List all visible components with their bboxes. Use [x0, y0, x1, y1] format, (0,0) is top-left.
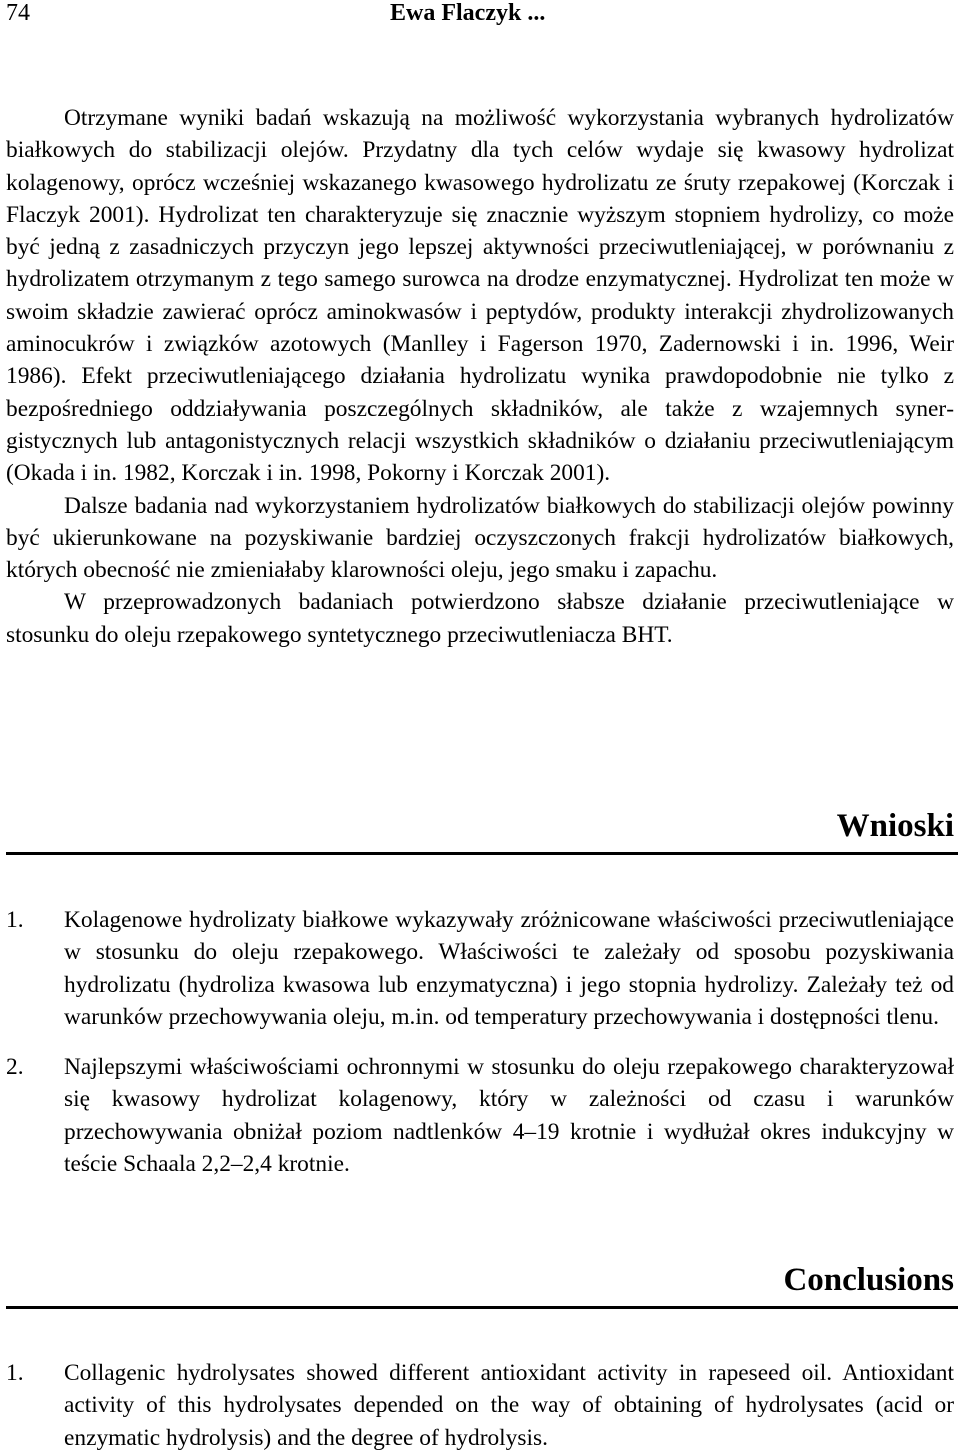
section-divider [6, 1306, 958, 1309]
section-heading-conclusions: Conclusions [783, 1262, 954, 1298]
list-item [6, 1357, 954, 1454]
list-item-text: Najlepszymi właściwościami ochronnymi w stosunku do oleju rzepakowego charakteryzował się kwasowy hydrolizat kolagenowy, który w zależności od czasu i warunków przechowywania obniżał poziom nadtlenków 4–19 krotnie i wydłużał okres indukcyjny w teście Schaala 2,2–2,4 krotnie. [64, 1054, 954, 1178]
list-item-number: 2. [6, 1054, 24, 1081]
running-header [0, 0, 960, 30]
list-item-number: 1. [6, 907, 24, 933]
list-item [6, 904, 954, 1033]
section-divider [6, 852, 958, 855]
discussion-section [6, 102, 954, 651]
paragraph: Dalsze badania nad wykorzystaniem hydrolizatów białkowych do stabilizacji olejów powinny być ukierunkowane na pozyskiwanie bardziej oczyszczonych frakcji hydrolizatów białkowych, których obecność nie zmieniałaby klarowności oleju, jego smaku i zapachu. [6, 492, 954, 584]
list-item [6, 1051, 954, 1180]
page-number: 74 [6, 0, 30, 26]
section-heading-wnioski: Wnioski [836, 808, 954, 844]
running-title: Ewa Flaczyk ... [390, 0, 546, 26]
paragraph: Otrzymane wyniki badań wskazują na możliwość wykorzystania wybranych hydrolizatów białkowych do stabilizacji olejów. Przydatny dla tych celów wydaje się kwasowy hydrolizat kolagenowy, oprócz wcześniej wskazanego kwasowego hydrolizatu ze śruty rzepakowej (Korczak i Flaczyk 2001). Hydrolizat ten charakteryzuje się znacznie wyższym stopniem hydrolizy, co może być jedną z zasadniczych przyczyn jego lepszej aktywności przeciwutleniającej, w porównaniu z hydrolizatem otrzymanym z tego samego surowca na drodze enzymatycznej. Hydrolizat ten może w swoim składzie zawierać oprócz aminokwasów i peptydów, produkty interakcji zhydrolizowanych aminocukrów i związków azotowych (Manlley i Fagerson 1970, Zadernowski i in. 1996, Weir 1986). Efekt przeciwutleniającego działania hydrolizatu wynika prawdopodobnie nie tylko z bezpośredniego oddziaływania poszczególnych składników, ale także z wzajemnych synergistycznych lub antagonistycznych relacji wszystkich składników o działaniu przeciwutleniającym (Okada i in. 1982, Korczak i in. 1998, Pokorny i Korczak 2001). [6, 105, 954, 487]
list-item-text: Collagenic hydrolysates showed different antioxidant activity in rapeseed oil. Antioxidant activity of this hydrolysates depended on the way of obtaining of hydrolysates (acid or enzymatic hydrolysis) and the degree of hydrolysis. [64, 1360, 954, 1451]
paragraph: W przeprowadzonych badaniach potwierdzono słabsze działanie przeciwutleniające w stosunku do oleju rzepakowego syntetycznego przeciwutleniacza BHT. [6, 589, 954, 648]
list-item-text: Kolagenowe hydrolizaty białkowe wykazywały zróżnicowane właściwości przeciwutleniające w stosunku do oleju rzepakowego. Właściwości te zależały od sposobu pozyskiwania hydrolizatu (hydroliza kwasowa lub enzymatyczna) i jego stopnia hydrolizy. Zależały też od warunków przechowywania oleju, m.in. od temperatury przechowywania i dostępności tlenu. [64, 907, 954, 1030]
conclusions-list [6, 1357, 954, 1454]
list-item-number: 1. [6, 1360, 24, 1386]
wnioski-list [6, 904, 954, 1180]
